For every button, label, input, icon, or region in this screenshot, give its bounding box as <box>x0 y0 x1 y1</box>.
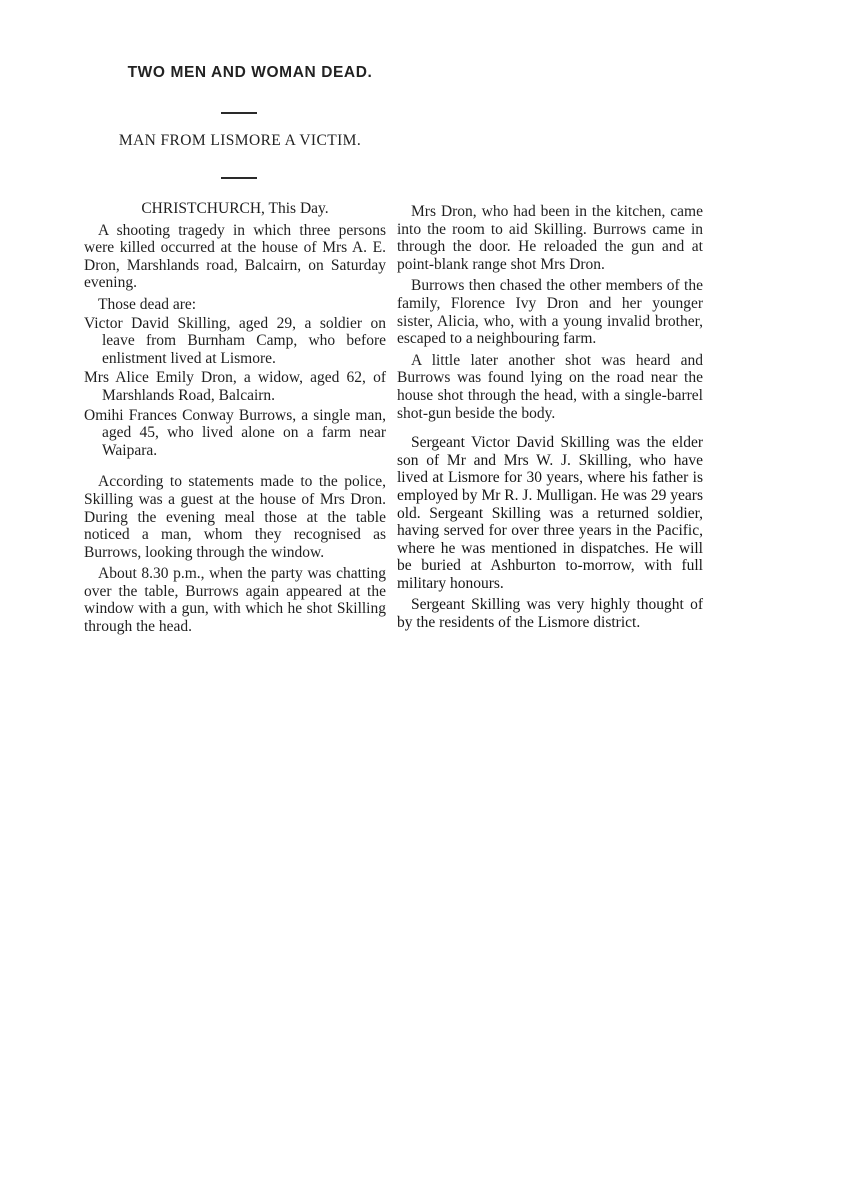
sergeant-paragraph: Sergeant Victor David Skilling was the elder son of Mr and Mrs W. J. Skilling, who have lived at Lismore for 30 years, where his father is employed by Mr R. J. Mulligan. He was 29 years old. Sergeant Skilling was a returned soldier, having served for over three years in the Pacific, where he was mentioned in dispatches. He will be buried at Ashburton to-morrow, with full military honours. <box>397 434 703 592</box>
dead-list-item: Victor David Skilling, aged 29, a soldier on leave from Burnham Camp, who before enlistment lived at Lismore. <box>84 314 386 367</box>
chase-paragraph: Burrows then chased the other members of the family, Florence Ivy Dron and her younger sister, Alicia, who, with a young invalid brother, escaped to a neighbouring farm. <box>397 277 703 348</box>
dead-heading: Those dead are: <box>98 295 197 313</box>
headline-divider <box>221 112 257 114</box>
subheadline-divider <box>221 177 257 179</box>
column-gap <box>84 459 386 473</box>
left-column <box>84 200 386 636</box>
intro-paragraph: A shooting tragedy in which three persons were killed occurred at the house of Mrs A. E. Dron, Marshlands road, Balcairn, on Saturday evening. <box>84 221 386 292</box>
dead-list <box>84 315 386 460</box>
dead-list-item: Omihi Frances Conway Burrows, a single man, aged 45, who lived alone on a farm near Waipara. <box>84 406 386 459</box>
dron-paragraph: Mrs Dron, who had been in the kitchen, came into the room to aid Skilling. Burrows came in through the door. He reloaded the gun and at point-blank range shot Mrs Dron. <box>397 203 703 273</box>
dead-list-item: Mrs Alice Emily Dron, a widow, aged 62, of Marshlands Road, Balcairn. <box>84 369 386 404</box>
right-column <box>397 203 703 632</box>
dateline: CHRISTCHURCH, This Day. <box>141 200 329 217</box>
found-paragraph: A little later another shot was heard and Burrows was found lying on the road near the house shot through the head, with a single-barrel shot-gun beside the body. <box>397 351 703 422</box>
headline: TWO MEN AND WOMAN DEAD. <box>127 64 373 81</box>
police-paragraph: According to statements made to the police, Skilling was a guest at the house of Mrs Dron. During the evening meal those at the table noticed a man, whom they recognised as Burrows, looking through the window. <box>84 473 386 561</box>
subheadline: MAN FROM LISMORE A VICTIM. <box>118 132 362 149</box>
thought-paragraph: Sergeant Skilling was very highly thought of by the residents of the Lismore district. <box>397 596 703 632</box>
shooting-paragraph: About 8.30 p.m., when the party was chatting over the table, Burrows again appeared at the window with a gun, with which he shot Skilling through the head. <box>84 565 386 636</box>
